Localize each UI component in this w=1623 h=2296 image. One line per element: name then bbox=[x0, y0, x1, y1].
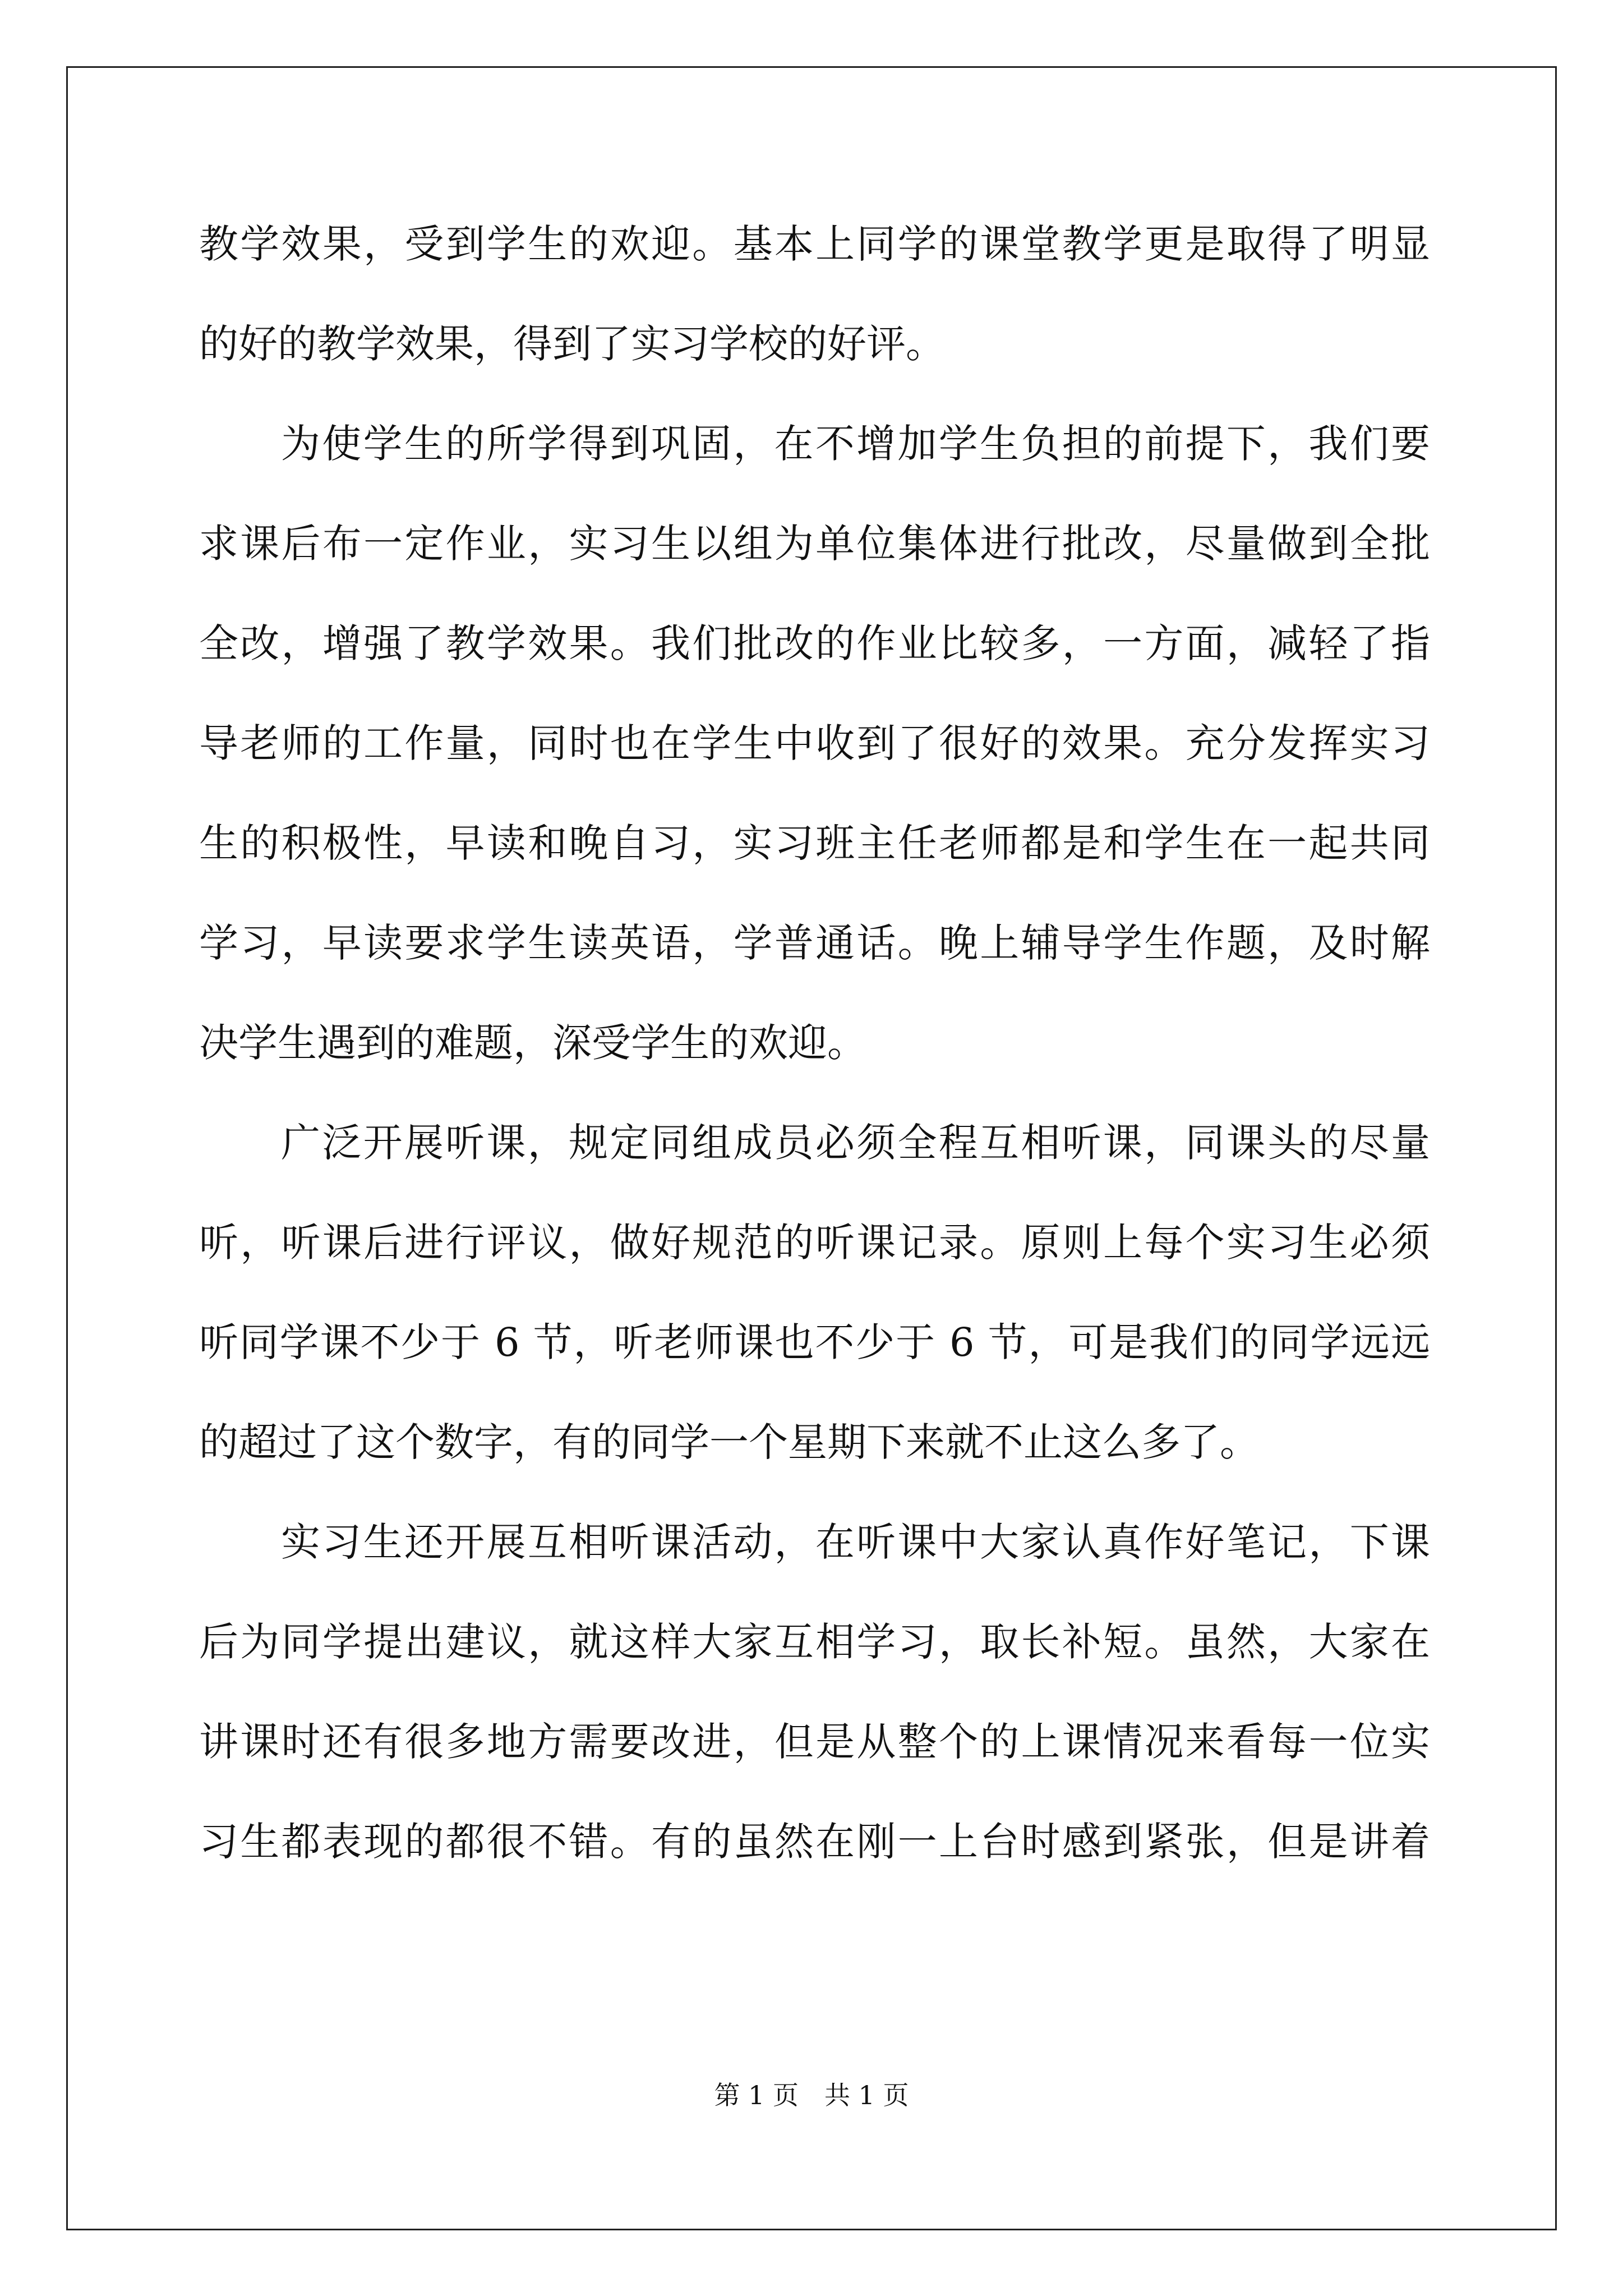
paragraph-2-line-7: 决学生遇到的难题，深受学生的欢迎。 bbox=[199, 1020, 866, 1066]
paragraph-2-line-5: 生的积极性，早读和晚自习，实习班主任老师都是和学生在一起共同 bbox=[199, 820, 1430, 866]
paragraph-3-line-3: 听同学课不少于 6 节，听老师课也不少于 6 节，可是我们的同学远远 bbox=[199, 1319, 1430, 1365]
paragraph-4-line-4: 习生都表现的都很不错。有的虽然在刚一上台时感到紧张，但是讲着 bbox=[199, 1819, 1430, 1865]
paragraph-3-line-2: 听，听课后进行评议，做好规范的听课记录。原则上每个实习生必须 bbox=[199, 1220, 1430, 1266]
paragraph-4-line-3: 讲课时还有很多地方需要改进，但是从整个的上课情况来看每一位实 bbox=[199, 1719, 1430, 1765]
paragraph-2-line-6: 学习，早读要求学生读英语，学普通话。晚上辅导学生作题，及时解 bbox=[199, 920, 1430, 966]
paragraph-4-line-1: 实习生还开展互相听课活动，在听课中大家认真作好笔记，下课 bbox=[281, 1519, 1430, 1565]
page-number-footer: 第 1 页 共 1 页 bbox=[714, 2080, 909, 2110]
paragraph-3-line-4: 的超过了这个数字，有的同学一个星期下来就不止这么多了。 bbox=[199, 1419, 1259, 1465]
paragraph-2-line-1: 为使学生的所学得到巩固，在不增加学生负担的前提下，我们要 bbox=[281, 421, 1430, 467]
paragraph-1-line-2: 的好的教学效果，得到了实习学校的好评。 bbox=[199, 321, 945, 367]
paragraph-3-line-1: 广泛开展听课，规定同组成员必须全程互相听课，同课头的尽量 bbox=[281, 1120, 1430, 1166]
paragraph-2-line-4: 导老师的工作量，同时也在学生中收到了很好的效果。充分发挥实习 bbox=[199, 720, 1430, 766]
paragraph-2-line-3: 全改，增强了教学效果。我们批改的作业比较多，一方面，减轻了指 bbox=[199, 620, 1430, 666]
paragraph-1-line-1: 教学效果，受到学生的欢迎。基本上同学的课堂教学更是取得了明显 bbox=[199, 221, 1430, 267]
paragraph-2-line-2: 求课后布一定作业，实习生以组为单位集体进行批改，尽量做到全批 bbox=[199, 521, 1430, 567]
paragraph-4-line-2: 后为同学提出建议，就这样大家互相学习，取长补短。虽然，大家在 bbox=[199, 1619, 1430, 1665]
